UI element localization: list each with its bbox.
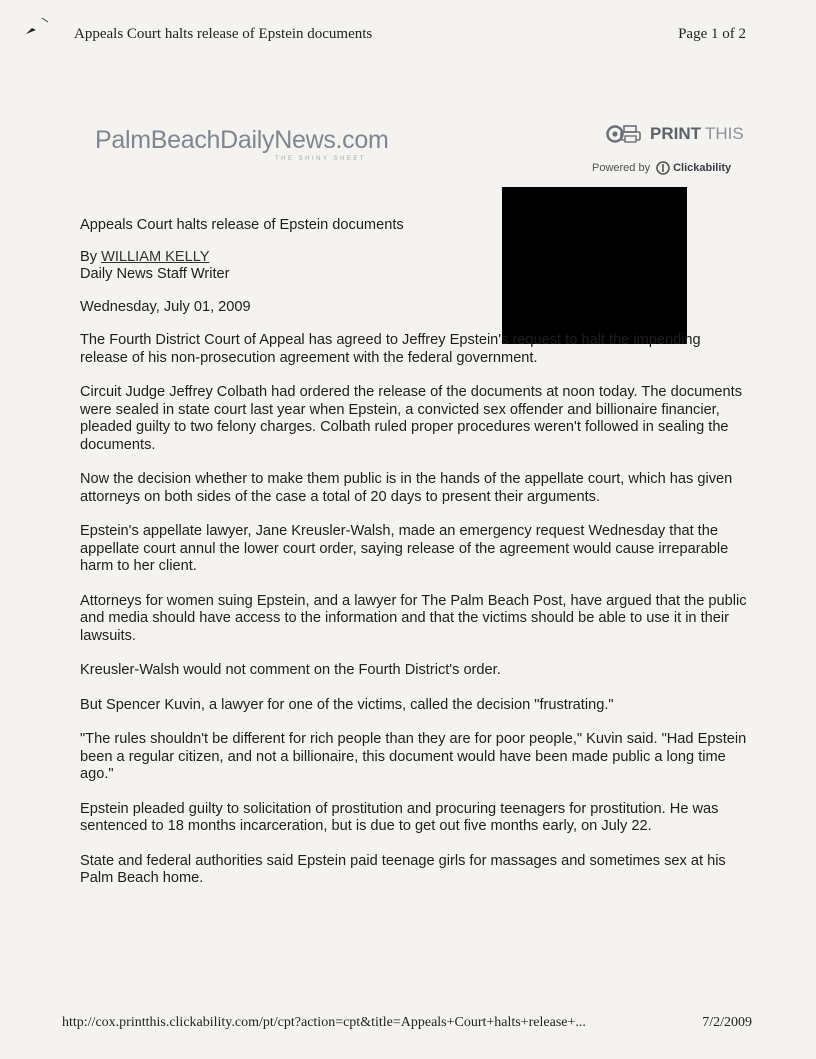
site-tagline: THE SHINY SHEET xyxy=(275,156,367,162)
print-this-logo xyxy=(606,124,744,144)
paragraph: But Spencer Kuvin, a lawyer for one of the victims, called the decision "frustrating." xyxy=(80,696,614,713)
scan-artifact-mark xyxy=(22,14,62,40)
paragraph: Epstein pleaded guilty to solicitation of prostitution and procuring teenagers for prostitution. He was sentenced to 18 months incarceration, but is due to get out five months early, on July 22. xyxy=(80,800,719,834)
paragraph: State and federal authorities said Epstein paid teenage girls for massages and sometimes sex at his Palm Beach home. xyxy=(80,852,726,886)
paragraph: "The rules shouldn't be different for rich people than they are for poor people," Kuvin said. "Had Epstein been a regular citizen, and not a billionaire, this document would have been made public a long time ago." xyxy=(80,731,747,782)
paragraph: The Fourth District Court of Appeal has agreed to Jeffrey Epstein's request to halt the impending release of his non-prosecution agreement with the federal government. xyxy=(80,332,701,366)
article-title: Appeals Court halts release of Epstein documents xyxy=(80,217,404,233)
paragraph: Kreusler-Walsh would not comment on the Fourth District's order. xyxy=(80,662,501,678)
powered-by-line xyxy=(592,161,731,175)
clickability-label: Clickability xyxy=(673,162,732,174)
clickability-icon xyxy=(656,161,670,175)
paragraph: Attorneys for women suing Epstein, and a lawyer for The Palm Beach Post, have argued that the public and media should have access to the information and that the victims should be able to use it in their lawsuits. xyxy=(80,592,747,644)
article-date: Wednesday, July 01, 2009 xyxy=(80,298,251,315)
print-header-title: Appeals Court halts release of Epstein documents xyxy=(74,26,373,42)
byline xyxy=(80,249,750,284)
footer-date: 7/2/2009 xyxy=(702,1015,752,1030)
paragraph: Now the decision whether to make them public is in the hands of the appellate court, which has given attorneys on both sides of the case a total of 20 days to present their arguments. xyxy=(80,471,733,505)
footer-url: http://cox.printthis.clickability.com/pt/cpt?action=cpt&title=Appeals+Court+halts+release+... xyxy=(62,1015,586,1030)
clickability-brand xyxy=(656,161,731,175)
author-link[interactable]: WILLIAM KELLY xyxy=(101,248,210,265)
this-label: THIS xyxy=(705,124,744,143)
byline-prefix: By xyxy=(80,248,102,265)
article-body xyxy=(80,217,750,905)
printer-icon xyxy=(606,124,646,144)
print-footer xyxy=(62,1015,752,1031)
powered-by-label: Powered by xyxy=(592,162,651,174)
print-header-page: Page 1 of 2 xyxy=(678,26,746,42)
author-role: Daily News Staff Writer xyxy=(80,266,230,282)
print-header xyxy=(74,26,746,43)
print-label: PRINT xyxy=(650,124,701,143)
paragraph: Epstein's appellate lawyer, Jane Kreusler-Walsh, made an emergency request Wednesday that the appellate court annul the lower court order, saying release of the agreement would cause irreparable harm to her client. xyxy=(80,523,729,574)
paragraph: Circuit Judge Jeffrey Colbath had ordered the release of the documents at noon today. The documents were sealed in state court last year when Epstein, a convicted sex offender and billionaire financier, pleaded guilty to two felony charges. Colbath ruled proper procedures weren't followed in sealing the documents. xyxy=(80,384,742,453)
site-logo: PalmBeachDailyNews.com xyxy=(95,126,389,154)
